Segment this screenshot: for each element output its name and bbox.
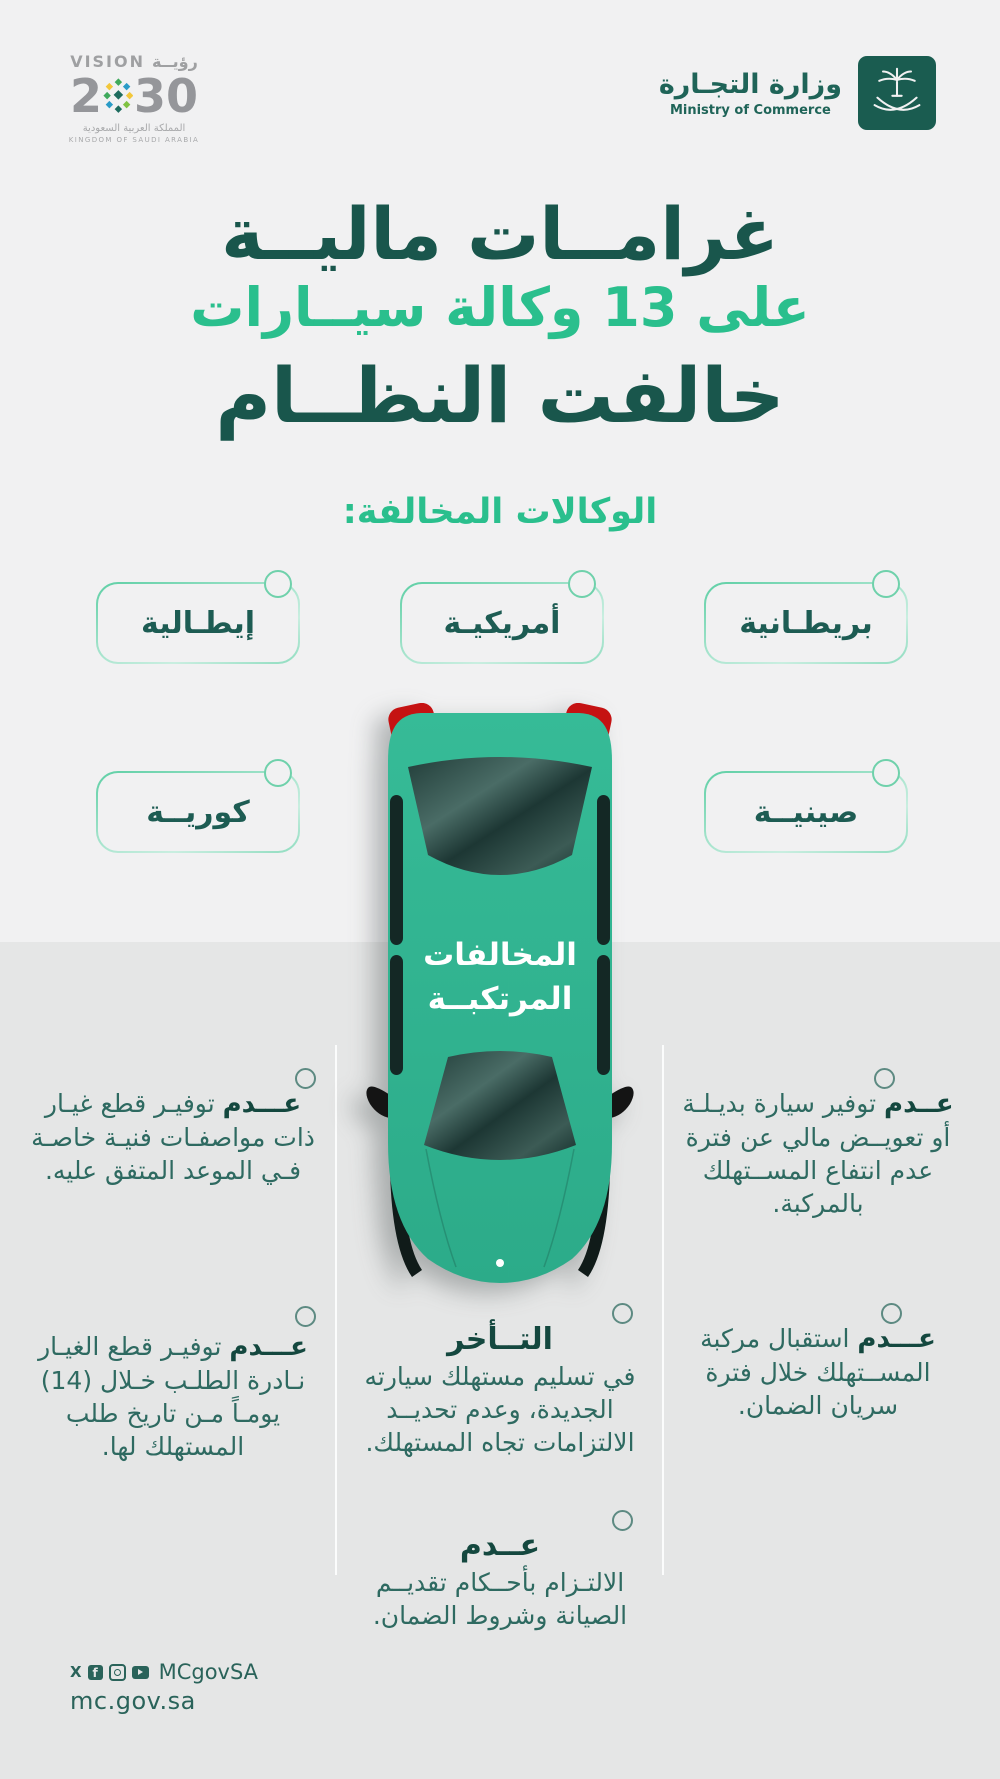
windshield [424, 1051, 576, 1160]
bullet-ring [295, 1068, 316, 1089]
vision-arabic-text: رؤيــة [152, 52, 198, 71]
violation-right-1 [672, 1087, 964, 1220]
bullet-ring [874, 1068, 895, 1089]
facebook-icon: f [88, 1665, 103, 1680]
violation-lead: عــدم [884, 1089, 954, 1119]
badge-corner-ring [264, 759, 292, 787]
badge-corner-ring [264, 570, 292, 598]
badge-corner-ring [568, 570, 596, 598]
title-line-2: على 13 وكالة سيــارات [190, 276, 810, 339]
side-window-left-front [390, 955, 403, 1075]
instagram-icon [109, 1664, 126, 1681]
vision-latin-text: VISION [70, 52, 145, 71]
violation-title: التــأخر [447, 1322, 553, 1357]
badge-corner-ring [872, 570, 900, 598]
car-roof-label-line2: المرتكبــة [427, 981, 573, 1017]
side-window-right-rear [597, 795, 610, 945]
ministry-name-arabic: وزارة التجـارة [658, 68, 842, 100]
rear-window [408, 757, 592, 875]
bullet-ring [295, 1306, 316, 1327]
ministry-of-commerce-logo [659, 56, 936, 130]
bullet-ring [881, 1303, 902, 1324]
vision-kingdom-arabic: المملكة العربية السعودية [82, 123, 186, 134]
hood-emblem-dot [496, 1259, 504, 1267]
agency-label: بريطـانية [739, 605, 873, 641]
violation-title: عــدم [459, 1528, 541, 1563]
car-top-view-illustration [360, 703, 640, 1288]
x-icon: X [70, 1662, 82, 1681]
vision-kingdom-english: KINGDOM OF SAUDI ARABIA [68, 136, 200, 144]
violating-agencies-subtitle: الوكالات المخالفة: [342, 492, 658, 532]
violation-body: توفير سيارة بديـلـة أو تعويــض مالي عن فترة عدم انتفاع المســتهلك بالمركبة. [682, 1089, 951, 1218]
vision-2030-logo [64, 52, 204, 144]
bullet-ring [612, 1303, 633, 1324]
car-roof-label-line1: المخالفات [423, 937, 577, 973]
violation-lead: عـــدم [222, 1089, 302, 1119]
violation-right-2 [672, 1322, 964, 1422]
vision-year-prefix: 2 [69, 69, 102, 123]
social-handle: MCgovSA [158, 1660, 259, 1684]
violation-lead: عـــدم [229, 1332, 308, 1362]
side-mirror-right [610, 1087, 634, 1118]
violation-body: توفيـر قطع غيـار ذات مواصفـات فنيـة خاصـة فـي الموعد المتفق عليه. [31, 1089, 315, 1185]
violation-body: توفيـر قطع الغيـار نـادرة الطلـب خـلال (14) يومـاً مـن تاريخ طلب المستهلك لها. [38, 1332, 306, 1461]
violation-body: في تسليم مستهلك سيارته الجديدة، وعدم تحديــد الالتزامات تجاه المستهلك. [364, 1362, 636, 1457]
side-mirror-left [366, 1087, 390, 1118]
agency-badge-american [400, 582, 604, 664]
violation-left-1 [28, 1087, 318, 1187]
footer [70, 1660, 258, 1715]
ministry-name-english: Ministry of Commerce [669, 102, 831, 118]
agency-label: صينيــة [753, 794, 859, 830]
vision-year-suffix: 30 [134, 69, 199, 123]
violation-left-2 [28, 1330, 318, 1463]
agency-label: كوريــة [146, 794, 250, 830]
side-window-right-front [597, 955, 610, 1075]
violation-body: الالتـزام بأحــكام تقديــم الصيانة وشروط الضمان. [372, 1568, 628, 1630]
violation-center-1 [350, 1322, 650, 1459]
violation-lead: عـــدم [857, 1324, 936, 1354]
title-line-3: خالفت النظــام [215, 351, 785, 440]
vision2030-emblem-icon [103, 77, 133, 115]
side-window-left-rear [390, 795, 403, 945]
palm-and-swords-icon [858, 56, 936, 130]
youtube-icon [132, 1666, 149, 1679]
agency-label: إيطـالية [141, 605, 255, 641]
agency-badge-chinese [704, 771, 908, 853]
column-divider-right [662, 1045, 664, 1575]
agency-label: أمريكيـة [443, 605, 561, 641]
column-divider-left [335, 1045, 337, 1575]
agency-badge-british [704, 582, 908, 664]
website-url: mc.gov.sa [70, 1687, 196, 1715]
badge-corner-ring [872, 759, 900, 787]
agency-badge-italian [96, 582, 300, 664]
violation-body: استقبال مركبة المســتهلك خلال فترة سريان الضمان. [700, 1324, 931, 1420]
violation-center-2 [350, 1528, 650, 1632]
agency-badge-korean [96, 771, 300, 853]
title-line-1: غرامــات ماليــة [221, 192, 779, 276]
